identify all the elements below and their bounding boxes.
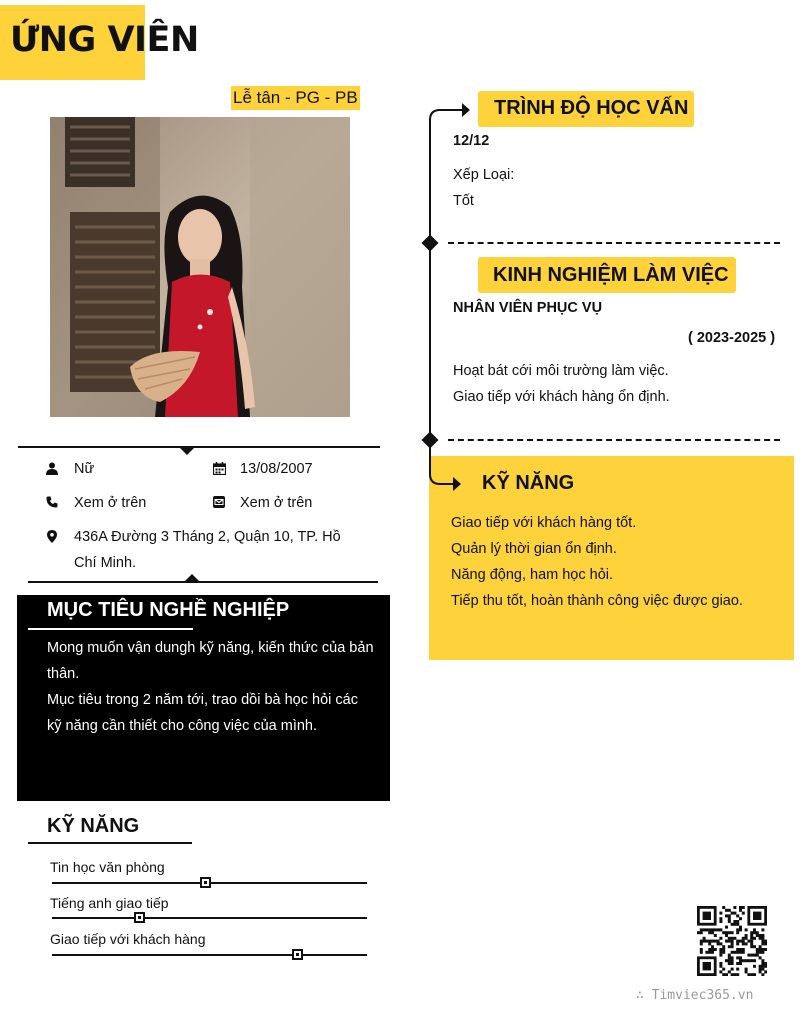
qr-module bbox=[759, 951, 762, 954]
qr-module bbox=[736, 920, 739, 923]
qr-module bbox=[733, 923, 736, 926]
qr-module bbox=[722, 931, 725, 934]
qr-module bbox=[745, 968, 748, 971]
qr-module bbox=[722, 948, 725, 951]
qr-module bbox=[736, 931, 739, 934]
qr-module bbox=[761, 973, 764, 976]
qr-module bbox=[703, 912, 711, 920]
qr-module bbox=[697, 931, 700, 934]
qr-module bbox=[739, 917, 742, 920]
qr-module bbox=[714, 948, 717, 951]
skill-name: Tiếng anh giao tiếp bbox=[50, 895, 169, 911]
qr-module bbox=[764, 970, 767, 973]
qr-module bbox=[708, 951, 711, 954]
skills-title: KỸ NĂNG bbox=[47, 815, 140, 837]
qr-module bbox=[739, 906, 742, 909]
qr-module bbox=[711, 948, 714, 951]
qr-module bbox=[717, 928, 720, 931]
qr-module bbox=[731, 931, 734, 934]
qr-module bbox=[753, 937, 756, 940]
qr-module bbox=[717, 942, 720, 945]
qr-module bbox=[703, 940, 706, 943]
qr-module bbox=[714, 928, 717, 931]
qr-module bbox=[736, 914, 739, 917]
phone-icon bbox=[45, 495, 59, 509]
qr-module bbox=[742, 942, 745, 945]
qr-module bbox=[728, 914, 731, 917]
qr-module bbox=[719, 970, 722, 973]
qr-module bbox=[759, 968, 762, 971]
skill-name: Tin học văn phòng bbox=[50, 859, 165, 875]
qr-module bbox=[728, 940, 731, 943]
qr-module bbox=[731, 940, 734, 943]
qr-module bbox=[753, 945, 756, 948]
qr-module bbox=[761, 940, 764, 943]
qr-module bbox=[756, 951, 759, 954]
calendar-icon bbox=[212, 461, 226, 475]
qr-module bbox=[703, 962, 711, 970]
qr-module bbox=[750, 934, 753, 937]
section-separator bbox=[448, 242, 780, 244]
qr-module bbox=[728, 920, 731, 923]
qr-module bbox=[745, 934, 748, 937]
skills-title-underline bbox=[28, 842, 192, 844]
qr-module bbox=[750, 937, 753, 940]
qr-module bbox=[714, 940, 717, 943]
qr-module bbox=[731, 959, 734, 962]
qr-module bbox=[756, 954, 759, 957]
qr-module bbox=[764, 965, 767, 968]
skill-level-marker bbox=[134, 912, 145, 923]
qr-module bbox=[736, 948, 739, 951]
phone-value: Xem ở trên bbox=[74, 495, 147, 511]
qr-module bbox=[731, 968, 734, 971]
education-title: TRÌNH ĐỘ HỌC VẤN bbox=[494, 97, 689, 119]
qr-module bbox=[739, 928, 742, 931]
qr-module bbox=[733, 912, 736, 915]
objective-text bbox=[47, 635, 377, 739]
qr-module bbox=[708, 928, 711, 931]
divider-notch bbox=[179, 447, 195, 455]
qr-module bbox=[761, 962, 764, 965]
qr-module bbox=[761, 948, 764, 951]
qr-module bbox=[759, 965, 762, 968]
qr-module bbox=[747, 959, 750, 962]
qr-module bbox=[745, 928, 748, 931]
skill-name: Giao tiếp với khách hàng bbox=[50, 931, 206, 947]
qr-module bbox=[736, 928, 739, 931]
qr-module bbox=[733, 920, 736, 923]
qr-module bbox=[742, 948, 745, 951]
qr-module bbox=[705, 928, 708, 931]
qr-module bbox=[753, 954, 756, 957]
qr-module bbox=[722, 945, 725, 948]
qr-module bbox=[719, 948, 722, 951]
qr-module bbox=[728, 909, 731, 912]
qr-module bbox=[756, 934, 759, 937]
qr-module bbox=[759, 970, 762, 973]
qr-module bbox=[742, 940, 745, 943]
qr-module bbox=[759, 934, 762, 937]
qr-module bbox=[756, 948, 759, 951]
qr-module bbox=[719, 920, 722, 923]
qr-module bbox=[745, 937, 748, 940]
qr-module bbox=[736, 942, 739, 945]
qr-module bbox=[728, 959, 731, 962]
qr-module bbox=[725, 914, 728, 917]
qr-module bbox=[731, 942, 734, 945]
qr-module bbox=[731, 973, 734, 976]
experience-period: ( 2023-2025 ) bbox=[688, 330, 776, 346]
qr-module bbox=[700, 928, 703, 931]
candidate-title: ỨNG VIÊN bbox=[10, 20, 199, 60]
job-title: Lễ tân - PG - PB bbox=[231, 86, 360, 110]
qr-module bbox=[739, 962, 742, 965]
qr-module bbox=[761, 959, 764, 962]
divider-notch bbox=[184, 574, 200, 582]
qr-module bbox=[745, 970, 748, 973]
candidate-photo bbox=[50, 117, 350, 417]
qr-module bbox=[739, 956, 742, 959]
qr-module bbox=[753, 973, 756, 976]
qr-module bbox=[705, 940, 708, 943]
qr-module bbox=[708, 948, 711, 951]
qr-module bbox=[761, 928, 764, 931]
qr-module bbox=[759, 956, 762, 959]
qr-module bbox=[753, 965, 756, 968]
qr-module bbox=[761, 934, 764, 937]
qr-module bbox=[759, 937, 762, 940]
objective-line: kỹ năng cần thiết cho công việc của mình. bbox=[47, 718, 318, 734]
qr-module bbox=[719, 951, 722, 954]
timeline-connector bbox=[420, 440, 470, 500]
qr-module bbox=[719, 937, 722, 940]
qr-module bbox=[742, 937, 745, 940]
qr-module bbox=[711, 928, 714, 931]
qr-module bbox=[736, 973, 739, 976]
qr-module bbox=[753, 931, 756, 934]
experience-line: Hoạt bát cới môi trường làm việc. bbox=[453, 363, 669, 379]
skill-level-marker bbox=[200, 877, 211, 888]
skill-bar-track bbox=[52, 954, 367, 956]
qr-module bbox=[750, 959, 753, 962]
qr-module bbox=[717, 940, 720, 943]
qr-module bbox=[722, 951, 725, 954]
qr-module bbox=[722, 968, 725, 971]
qr-module bbox=[750, 942, 753, 945]
qr-module bbox=[725, 926, 728, 929]
qr-module bbox=[739, 909, 742, 912]
qr-module bbox=[722, 973, 725, 976]
qr-module bbox=[739, 940, 742, 943]
qr-module bbox=[700, 940, 703, 943]
skills-right-line: Tiếp thu tốt, hoàn thành công việc được giao. bbox=[451, 593, 743, 609]
qr-module bbox=[711, 940, 714, 943]
qr-module bbox=[728, 970, 731, 973]
qr-module bbox=[753, 928, 756, 931]
qr-module bbox=[745, 959, 748, 962]
qr-module bbox=[719, 912, 722, 915]
qr-module bbox=[708, 931, 711, 934]
qr-module bbox=[728, 956, 731, 959]
qr-module bbox=[711, 945, 714, 948]
qr-module bbox=[736, 951, 739, 954]
skill-bar-track bbox=[52, 917, 367, 919]
qr-module bbox=[733, 951, 736, 954]
qr-module bbox=[700, 942, 703, 945]
qr-module bbox=[719, 965, 722, 968]
qr-code-icon bbox=[697, 906, 767, 976]
qr-module bbox=[736, 923, 739, 926]
email-value: Xem ở trên bbox=[240, 495, 313, 511]
qr-module bbox=[750, 931, 753, 934]
qr-module bbox=[764, 962, 767, 965]
qr-module bbox=[733, 906, 736, 909]
skills-right-line: Quản lý thời gian ổn định. bbox=[451, 541, 617, 557]
experience-position: NHÂN VIÊN PHỤC VỤ bbox=[453, 300, 603, 316]
section-separator bbox=[448, 439, 780, 441]
qr-module bbox=[725, 934, 728, 937]
skill-level-marker bbox=[292, 949, 303, 960]
qr-module bbox=[731, 951, 734, 954]
qr-module bbox=[764, 942, 767, 945]
qr-module bbox=[731, 945, 734, 948]
objective-line: Mục tiêu trong 2 năm tới, trao dồi bà học hỏi các bbox=[47, 692, 358, 708]
qr-module bbox=[745, 942, 748, 945]
skills-right-line: Năng động, ham học hỏi. bbox=[451, 567, 614, 583]
qr-module bbox=[703, 937, 706, 940]
watermark: ∴ Timviec365.vn bbox=[636, 988, 754, 1003]
qr-module bbox=[747, 973, 750, 976]
objective-title-underline bbox=[28, 628, 193, 630]
qr-module bbox=[703, 928, 706, 931]
qr-module bbox=[731, 923, 734, 926]
qr-module bbox=[708, 942, 711, 945]
qr-module bbox=[719, 962, 722, 965]
qr-module bbox=[719, 954, 722, 957]
objective-line: thân. bbox=[47, 666, 80, 682]
qr-module bbox=[728, 962, 731, 965]
qr-module bbox=[750, 954, 753, 957]
qr-module bbox=[719, 942, 722, 945]
qr-module bbox=[725, 940, 728, 943]
info-divider-bottom bbox=[28, 581, 378, 583]
qr-module bbox=[719, 928, 722, 931]
qr-module bbox=[731, 962, 734, 965]
qr-module bbox=[728, 937, 731, 940]
qr-module bbox=[742, 912, 745, 915]
qr-module bbox=[750, 973, 753, 976]
qr-module bbox=[761, 951, 764, 954]
qr-module bbox=[750, 945, 753, 948]
qr-module bbox=[731, 956, 734, 959]
qr-module bbox=[739, 959, 742, 962]
education-rank-value: Tốt bbox=[453, 193, 474, 209]
qr-module bbox=[728, 945, 731, 948]
skills-right-line: Giao tiếp với khách hàng tốt. bbox=[451, 515, 637, 531]
qr-module bbox=[728, 931, 731, 934]
qr-module bbox=[747, 954, 750, 957]
qr-module bbox=[736, 956, 739, 959]
education-rank-label: Xếp Loại: bbox=[453, 167, 515, 183]
address-line-2: Chí Minh. bbox=[74, 555, 137, 571]
qr-module bbox=[708, 940, 711, 943]
qr-module bbox=[733, 937, 736, 940]
qr-module bbox=[711, 951, 714, 954]
qr-module bbox=[736, 962, 739, 965]
qr-module bbox=[700, 931, 703, 934]
qr-module bbox=[764, 940, 767, 943]
qr-module bbox=[747, 940, 750, 943]
qr-module bbox=[750, 940, 753, 943]
qr-module bbox=[761, 937, 764, 940]
qr-module bbox=[725, 973, 728, 976]
skills-right-title: KỸ NĂNG bbox=[482, 472, 575, 494]
gender-value: Nữ bbox=[74, 461, 95, 477]
qr-module bbox=[742, 959, 745, 962]
birthday-value: 13/08/2007 bbox=[240, 461, 313, 477]
qr-module bbox=[761, 965, 764, 968]
qr-module bbox=[711, 931, 714, 934]
qr-module bbox=[739, 926, 742, 929]
qr-module bbox=[739, 951, 742, 954]
qr-module bbox=[759, 945, 762, 948]
qr-module bbox=[742, 906, 745, 909]
address-line-1: 436A Đường 3 Tháng 2, Quận 10, TP. Hồ bbox=[74, 529, 341, 545]
qr-module bbox=[728, 954, 731, 957]
qr-module bbox=[753, 959, 756, 962]
qr-module bbox=[764, 948, 767, 951]
qr-module bbox=[722, 906, 725, 909]
user-icon bbox=[45, 461, 59, 475]
qr-module bbox=[700, 951, 703, 954]
qr-module bbox=[736, 940, 739, 943]
qr-module bbox=[725, 931, 728, 934]
qr-module bbox=[742, 951, 745, 954]
qr-module bbox=[705, 951, 708, 954]
qr-module bbox=[731, 937, 734, 940]
qr-module bbox=[736, 968, 739, 971]
email-icon bbox=[212, 495, 226, 509]
qr-module bbox=[753, 912, 761, 920]
objective-line: Mong muốn vận dungh kỹ năng, kiến thức của bản bbox=[47, 640, 374, 656]
qr-module bbox=[733, 973, 736, 976]
qr-module bbox=[756, 931, 759, 934]
objective-title: MỤC TIÊU NGHỀ NGHIỆP bbox=[47, 599, 290, 621]
qr-module bbox=[761, 968, 764, 971]
qr-module bbox=[725, 909, 728, 912]
qr-module bbox=[759, 948, 762, 951]
qr-module bbox=[731, 912, 734, 915]
qr-module bbox=[761, 942, 764, 945]
location-icon bbox=[45, 529, 59, 543]
qr-module bbox=[739, 948, 742, 951]
qr-module bbox=[714, 934, 717, 937]
qr-module bbox=[700, 948, 703, 951]
qr-module bbox=[725, 959, 728, 962]
experience-line: Giao tiếp với khách hàng ổn định. bbox=[453, 389, 670, 405]
education-grade: 12/12 bbox=[453, 133, 490, 149]
qr-module bbox=[719, 917, 722, 920]
info-divider-top bbox=[18, 446, 380, 448]
experience-title: KINH NGHIỆM LÀM VIỆC bbox=[493, 264, 729, 286]
qr-module bbox=[728, 917, 731, 920]
